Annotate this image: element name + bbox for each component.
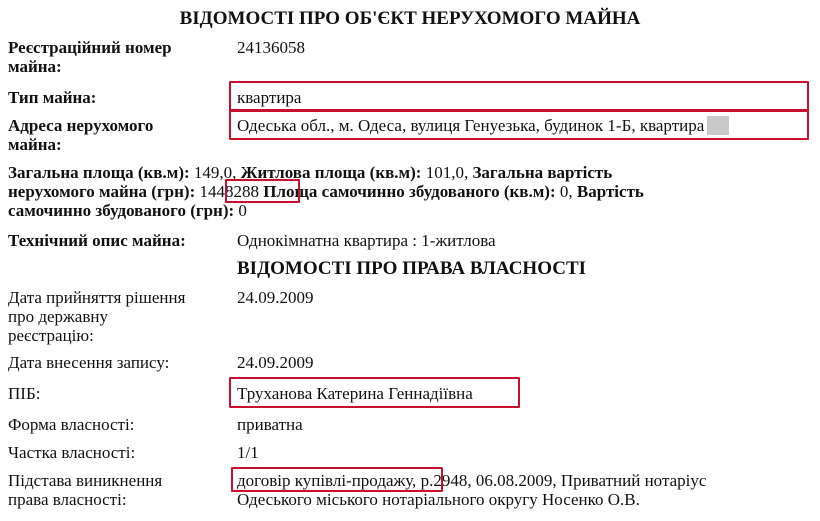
highlight-box-address <box>229 109 809 140</box>
total-value-value: 1448288 <box>199 182 260 201</box>
owner-name-value: Труханова Катерина Геннадіївна <box>237 384 473 403</box>
total-value-label-a: Загальна вартість <box>472 163 613 182</box>
living-area-value: 101,0, <box>425 163 469 182</box>
highlight-box-property-type <box>229 81 809 112</box>
ownership-form-value: приватна <box>237 415 303 434</box>
unauthorized-value-value: 0 <box>238 201 247 220</box>
decision-date-value: 24.09.2009 <box>237 288 314 307</box>
ownership-basis-details: р.2948, 06.08.2009, Приватний нотаріус <box>416 471 707 490</box>
unauthorized-value-label-b: самочинно збудованого (грн): <box>8 201 235 220</box>
property-type-label: Тип майна: <box>8 88 97 107</box>
owner-name-label: ПІБ: <box>8 384 41 403</box>
tech-desc-label: Технічний опис майна: <box>8 231 186 250</box>
reg-number-label-line2: майна: <box>8 57 62 76</box>
record-date-label: Дата внесення запису: <box>8 353 170 372</box>
address-label-line2: майна: <box>8 135 62 154</box>
ownership-share-value: 1/1 <box>237 443 259 462</box>
area-line3 <box>8 201 247 220</box>
area-line2 <box>8 182 644 201</box>
ownership-share-label: Частка власності: <box>8 443 136 462</box>
total-area-label: Загальна площа (кв.м): <box>8 163 190 182</box>
decision-date-label-line1: Дата прийняття рішення <box>8 288 186 307</box>
section-title-property: ВІДОМОСТІ ПРО ОБ'ЄКТ НЕРУХОМОГО МАЙНА <box>179 8 641 29</box>
unauthorized-area-value: 0, <box>559 182 573 201</box>
address-label-line1: Адреса нерухомого <box>8 116 154 135</box>
record-date-value: 24.09.2009 <box>237 353 314 372</box>
section-title-ownership: ВІДОМОСТІ ПРО ПРАВА ВЛАСНОСТІ <box>237 258 587 279</box>
total-area-value: 149,0, <box>193 163 237 182</box>
ownership-basis-contract: договір купівлі-продажу, <box>237 471 417 490</box>
unauthorized-value-label-a: Вартість <box>576 182 644 201</box>
property-type-value: квартира <box>237 88 302 107</box>
address-text: Одеська обл., м. Одеса, вулиця Генуезька, будинок 1-Б, квартира <box>237 116 705 135</box>
highlight-box-owner-name <box>229 377 520 408</box>
reg-number-value: 24136058 <box>237 38 305 57</box>
reg-number-label-line1: Реєстраційний номер <box>8 38 172 57</box>
tech-desc-value: Однокімнатна квартира : 1-житлова <box>237 231 496 250</box>
unauthorized-area-label: Площа самочинно збудованого (кв.м): <box>263 182 556 201</box>
ownership-basis-label-line1: Підстава виникнення <box>8 471 163 490</box>
decision-date-label-line3: реєстрацію: <box>8 326 94 345</box>
decision-date-label-line2: про державну <box>8 307 108 326</box>
area-line1 <box>8 163 612 182</box>
living-area-label: Житлова площа (кв.м): <box>240 163 422 182</box>
highlight-box-total-value <box>225 179 300 203</box>
ownership-basis-label-line2: права власності: <box>8 490 127 509</box>
total-value-label-b: нерухомого майна (грн): <box>8 182 196 201</box>
ownership-form-label: Форма власності: <box>8 415 135 434</box>
highlight-box-ownership-basis <box>231 467 443 492</box>
ownership-basis-value-line2: Одеського міського нотаріального округу Носенко О.В. <box>237 490 640 509</box>
